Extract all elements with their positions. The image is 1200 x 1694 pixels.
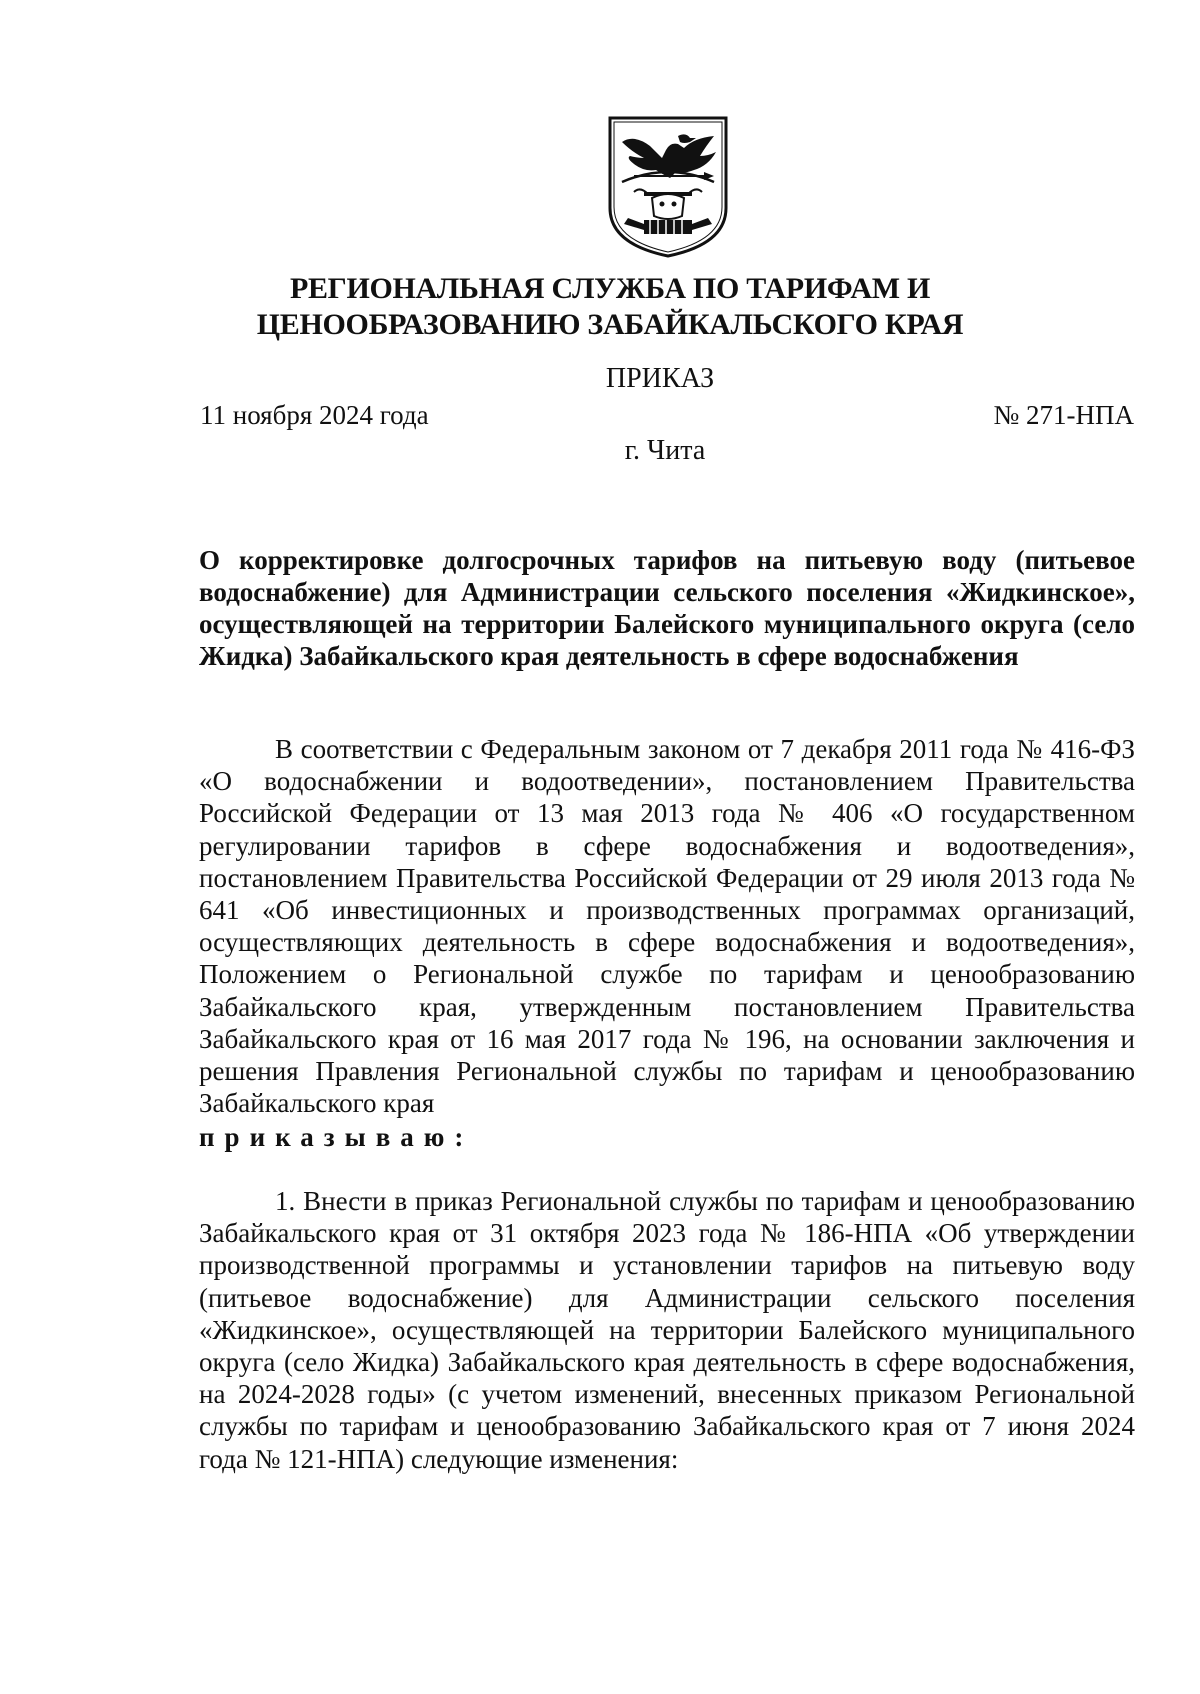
organization-title-line2: ЦЕНООБРАЗОВАНИЮ ЗАБАЙКАЛЬСКОГО КРАЯ	[256, 308, 964, 341]
order-word: приказываю:	[199, 1122, 474, 1152]
document-date: 11 ноября 2024 года	[200, 400, 429, 430]
document-subject: О корректировке долгосрочных тарифов на питьевую воду (питьевое водоснабжение) для Администрации сельского поселения «Жидкинское», осуществляющей на территории Балейского муниципального округа (село Жидка) Забайкальского края деятельность в сфере водоснабжения	[199, 545, 1135, 671]
document-city: г. Чита	[624, 435, 706, 466]
document-type: ПРИКАЗ	[605, 363, 715, 394]
document-number: № 271-НПА	[993, 400, 1134, 430]
preamble-paragraph: В соответствии с Федеральным законом от 7 декабря 2011 года № 416-ФЗ «О водоснабжении и водоотведении», постановлением Правительства Российской Федерации от 13 мая 2013 года № 406 «О государственном регулировании тарифов в сфере водоснабжения и водоотведения», постановлением Правительства Российской Федерации от 29 июля 2013 года № 641 «Об инвестиционных и производственных программах организаций, осуществляющих деятельность в сфере водоснабжения и водоотведения», Положением о Региональной службе по тарифам и ценообразованию Забайкальского края, утвержденным постановлением Правительства Забайкальского края от 16 мая 2017 года № 196, на основании заключения и решения Правления Региональной службы по тарифам и ценообразованию Забайкальского края	[199, 734, 1135, 1119]
coat-of-arms-icon	[604, 112, 732, 260]
organization-title-line1: РЕГИОНАЛЬНАЯ СЛУЖБА ПО ТАРИФАМ И	[289, 272, 931, 305]
order-item-1: 1. Внести в приказ Региональной службы по тарифам и ценообразованию Забайкальского края от 31 октября 2023 года № 186-НПА «Об утверждении производственной программы и установлении тарифов на питьевую воду (питьевое водоснабжение) для Администрации сельского поселения «Жидкинское», осуществляющей на территории Балейского муниципального округа (село Жидка) Забайкальского края деятельность в сфере водоснабжения, на 2024-2028 годы» (с учетом изменений, внесенных приказом Региональной службы по тарифам и ценообразованию Забайкальского края от 7 июня 2024 года № 121-НПА) следующие изменения:	[199, 1186, 1135, 1474]
